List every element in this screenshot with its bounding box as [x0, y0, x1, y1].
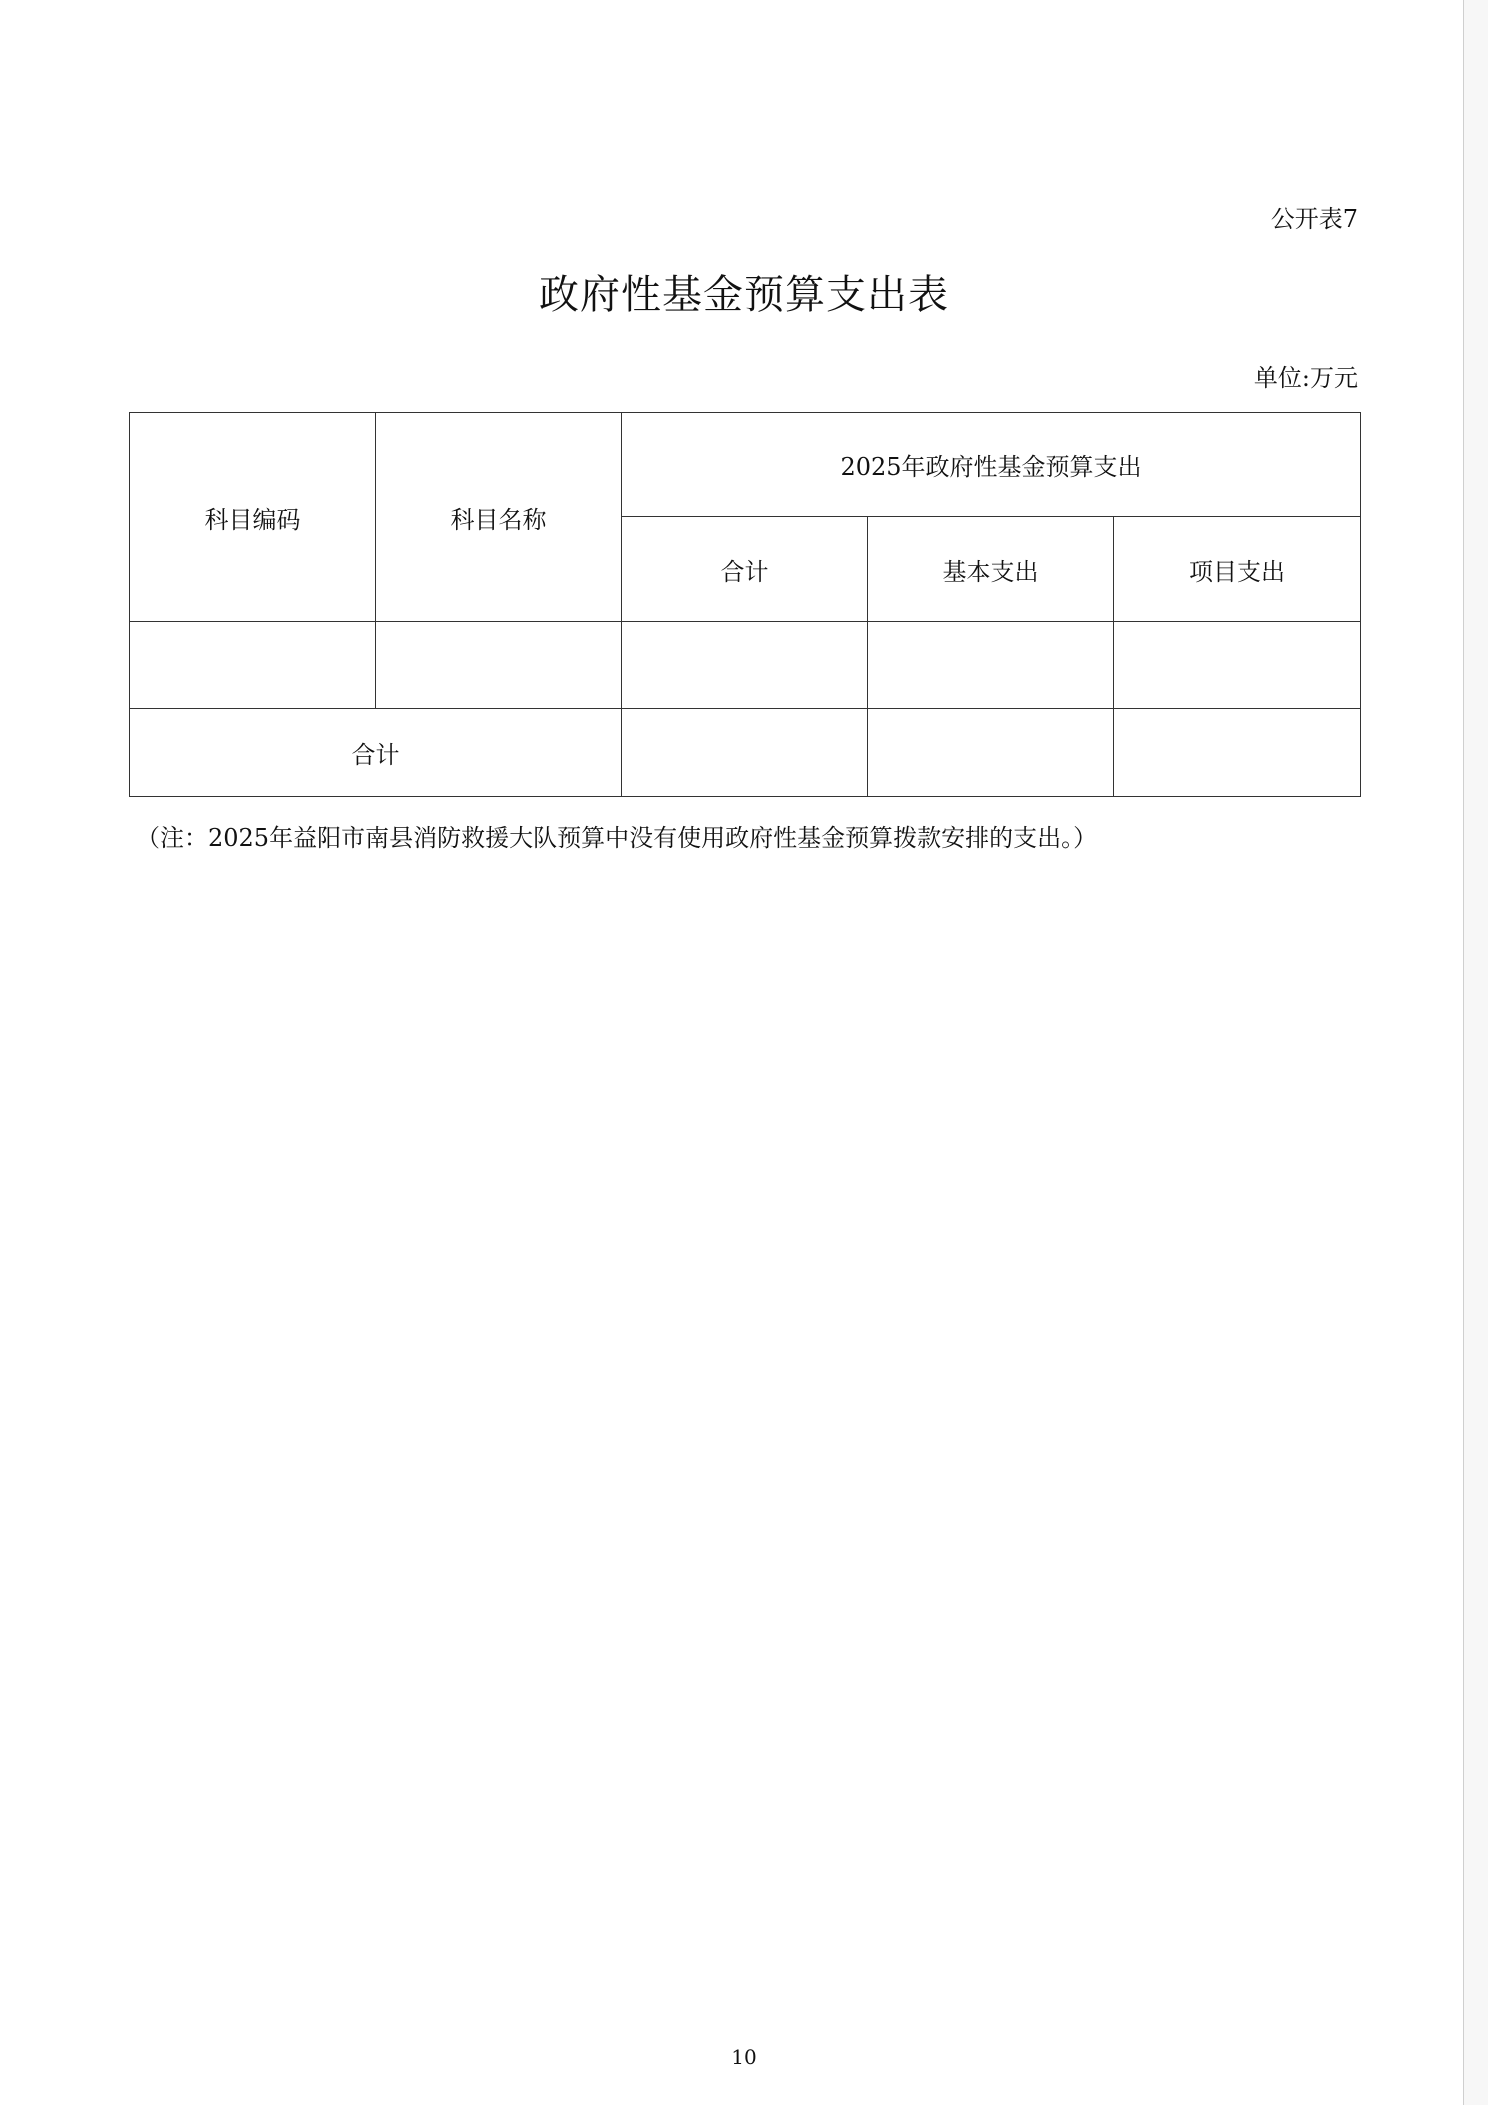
total-row-basic [868, 709, 1114, 797]
page-title: 政府性基金预算支出表 [539, 272, 949, 318]
table-row [130, 622, 1361, 709]
form-number: 公开表7 [1270, 205, 1358, 233]
header-subject-code: 科目编码 [130, 413, 376, 622]
cell-basic-expenditure [868, 622, 1114, 709]
cell-project-expenditure [1114, 622, 1361, 709]
total-row-label: 合计 [130, 709, 622, 797]
header-row-1 [130, 413, 1361, 517]
cell-subject-code [130, 622, 376, 709]
page-number: 10 [731, 2045, 757, 2069]
header-basic-expenditure: 基本支出 [868, 517, 1114, 622]
table-note: （注：2025年益阳市南县消防救援大队预算中没有使用政府性基金预算拨款安排的支出。） [136, 824, 1098, 852]
cell-total [622, 622, 868, 709]
cell-subject-name [376, 622, 622, 709]
total-row-total [622, 709, 868, 797]
total-row [130, 709, 1361, 797]
unit-label: 单位:万元 [1253, 364, 1358, 392]
total-row-project [1114, 709, 1361, 797]
header-subject-name: 科目名称 [376, 413, 622, 622]
header-project-expenditure: 项目支出 [1114, 517, 1361, 622]
budget-table [129, 412, 1361, 797]
header-total: 合计 [622, 517, 868, 622]
header-budget-group: 2025年政府性基金预算支出 [622, 413, 1361, 517]
